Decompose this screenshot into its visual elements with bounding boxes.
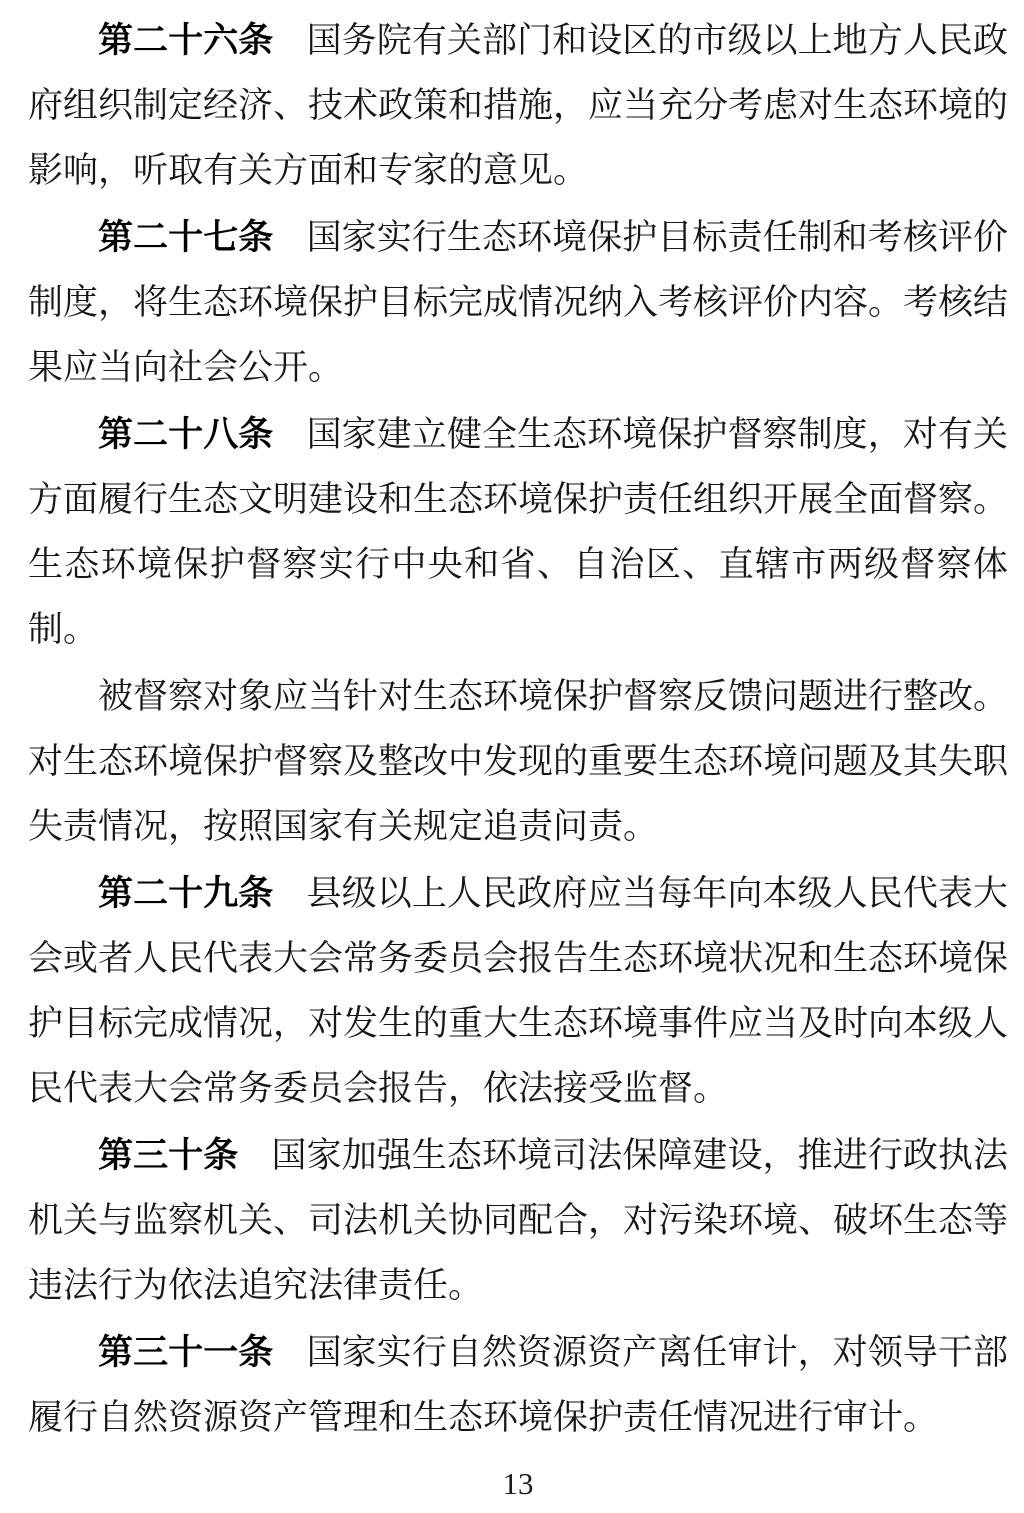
paragraph-article-28 bbox=[28, 402, 1008, 662]
paragraph-article-30 bbox=[28, 1123, 1008, 1318]
paragraph-article-28-continued bbox=[28, 664, 1008, 859]
article-number: 第二十七条 bbox=[98, 218, 274, 257]
paragraph-text: 县级以上人民政府应当每年向本级人民代表大会或者人民代表大会常务委员会报告生态环境状况和生态环境保护目标完成情况，对发生的重大生态环境事件应当及时向本级人民代表大会常务委员会报告，依法接受监督。 bbox=[28, 874, 1009, 1108]
document-body bbox=[28, 8, 1008, 1450]
article-number: 第二十六条 bbox=[98, 21, 274, 60]
article-number: 第二十八条 bbox=[98, 415, 274, 454]
paragraph-text: 被督察对象应当针对生态环境保护督察反馈问题进行整改。对生态环境保护督察及整改中发现的重要生态环境问题及其失职失责情况，按照国家有关规定追责问责。 bbox=[28, 677, 1009, 846]
paragraph-text: 国家建立健全生态环境保护督察制度，对有关方面履行生态文明建设和生态环境保护责任组织开展全面督察。生态环境保护督察实行中央和省、自治区、直辖市两级督察体制。 bbox=[28, 415, 1009, 649]
paragraph-article-31 bbox=[28, 1320, 1008, 1450]
paragraph-article-29 bbox=[28, 861, 1008, 1121]
article-number: 第三十条 bbox=[98, 1136, 239, 1175]
paragraph-article-27 bbox=[28, 205, 1008, 400]
paragraph-text: 国务院有关部门和设区的市级以上地方人民政府组织制定经济、技术政策和措施，应当充分考虑对生态环境的影响，听取有关方面和专家的意见。 bbox=[28, 21, 1009, 190]
paragraph-text: 国家加强生态环境司法保障建设，推进行政执法机关与监察机关、司法机关协同配合，对污染环境、破坏生态等违法行为依法追究法律责任。 bbox=[28, 1136, 1009, 1305]
paragraph-article-26 bbox=[28, 8, 1008, 203]
page-number: 13 bbox=[502, 1466, 534, 1501]
article-number: 第三十一条 bbox=[98, 1333, 274, 1372]
paragraph-text: 国家实行生态环境保护目标责任制和考核评价制度，将生态环境保护目标完成情况纳入考核评价内容。考核结果应当向社会公开。 bbox=[28, 218, 1009, 387]
article-number: 第二十九条 bbox=[98, 874, 274, 913]
paragraph-text: 国家实行自然资源资产离任审计，对领导干部履行自然资源资产管理和生态环境保护责任情况进行审计。 bbox=[28, 1333, 1008, 1437]
